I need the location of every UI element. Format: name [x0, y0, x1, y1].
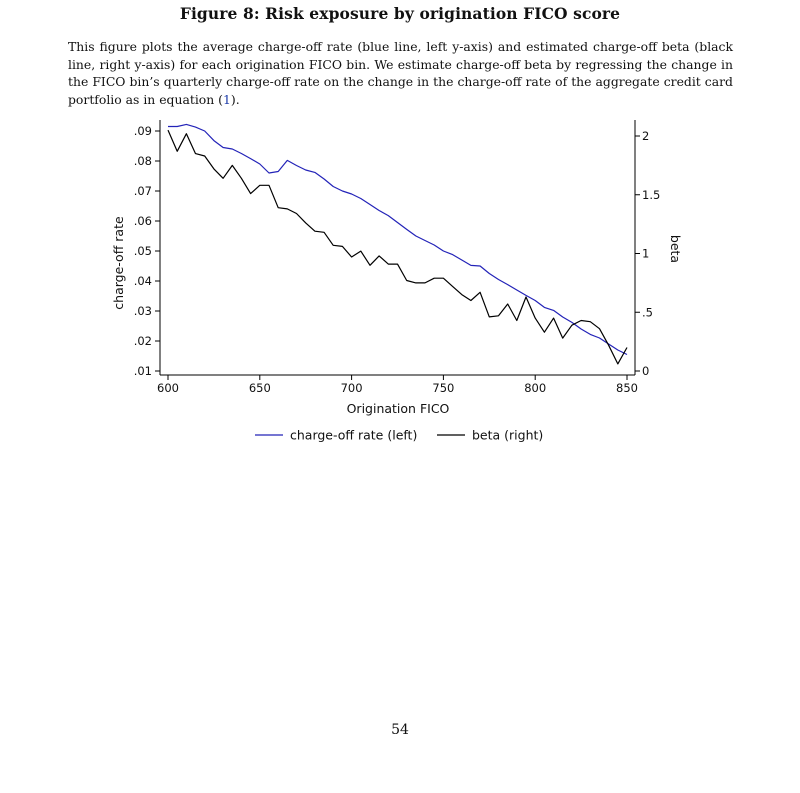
page-number: 54 [391, 722, 409, 738]
x-tick-label: 650 [248, 381, 271, 395]
beta-line [168, 130, 627, 364]
y-left-tick-label: .05 [133, 244, 152, 258]
y-right-tick-label: 1.5 [642, 187, 661, 202]
x-tick-label: 750 [432, 381, 455, 395]
y-left-tick-label: .01 [133, 364, 152, 378]
chart-series [168, 124, 627, 364]
y-right-tick-label: 0 [642, 364, 650, 378]
y-left-tick-label: .08 [133, 154, 152, 168]
y-right-tick-label: 1 [642, 246, 650, 261]
caption-text: This figure plots the average charge-off rate (blue line, left y-axis) and estimated charge-off beta (black line, right y-axis) for each origination FICO bin. We estimate charge-off beta by regressing the change in the FICO bin’s quarterly charge-off rate on the change in the charge-off rate of the aggregate credit card portfolio as in equation ( [68, 39, 733, 107]
charge-off-rate-line [168, 124, 627, 354]
y-left-tick-label: .09 [133, 124, 152, 138]
equation-link[interactable]: 1 [223, 91, 231, 107]
figure-caption [68, 38, 733, 108]
y-axis-left-label: charge-off rate [111, 216, 126, 310]
x-tick-label: 850 [616, 381, 638, 395]
x-axis-label: Origination FICO [346, 401, 450, 416]
x-tick-label: 600 [157, 381, 179, 395]
x-tick-label: 700 [340, 381, 363, 395]
y-left-tick-label: .06 [133, 214, 152, 228]
y-left-tick-label: .07 [133, 184, 152, 198]
y-right-tick-label: 2 [642, 129, 650, 143]
axis-ticks [134, 124, 661, 395]
y-left-tick-label: .04 [133, 274, 152, 288]
y-left-tick-label: .03 [133, 304, 152, 318]
chart-legend [255, 428, 543, 443]
legend-label-charge-off: charge-off rate (left) [290, 427, 418, 443]
y-left-tick-label: .02 [133, 334, 152, 348]
y-right-tick-label: .5 [642, 305, 653, 320]
caption-end: ). [230, 91, 240, 107]
x-tick-label: 800 [524, 381, 547, 395]
legend-label-beta: beta (right) [472, 427, 544, 443]
figure-title: Figure 8: Risk exposure by origination FICO score [179, 4, 621, 23]
y-axis-right-label: beta [668, 234, 683, 264]
dual-axis-line-chart [100, 112, 700, 452]
